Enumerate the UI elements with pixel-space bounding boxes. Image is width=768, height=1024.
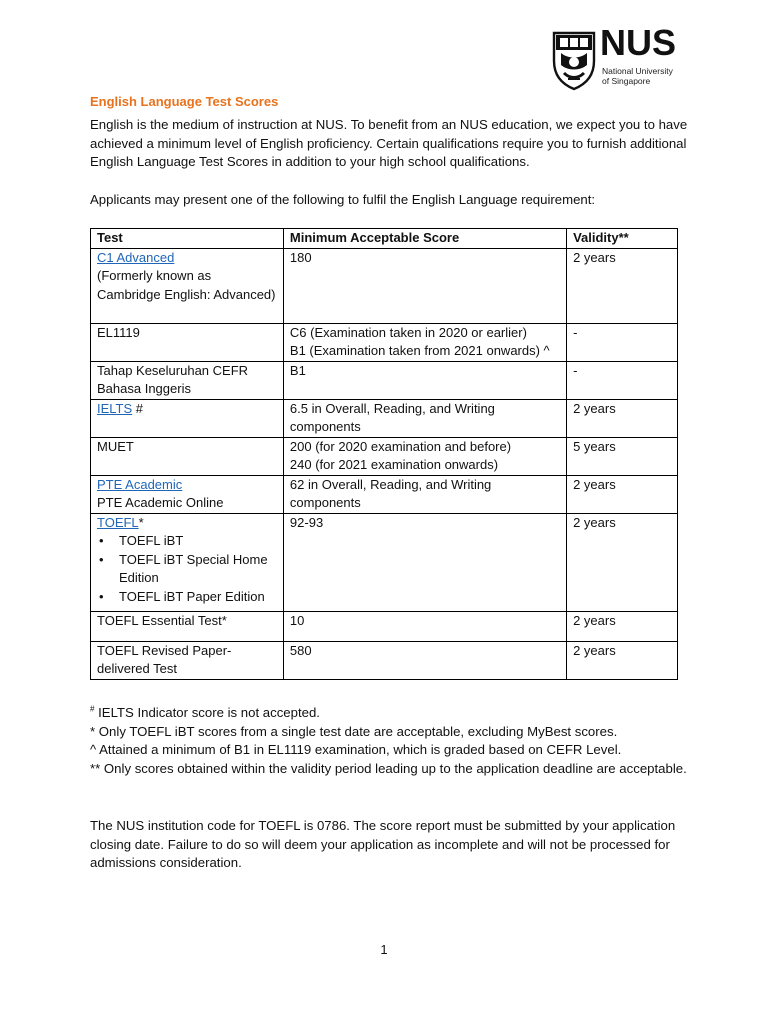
logo-subtitle: National University of Singapore xyxy=(602,66,673,86)
nus-crest-icon xyxy=(552,31,596,91)
intro-paragraph: English is the medium of instruction at NUS. To benefit from an NUS education, we expect you to have achieved a minimum level of English proficiency. Certain qualifications require you to furnish additional English Language Test Scores in addition to your high school qualifications. xyxy=(90,117,688,169)
nus-logo xyxy=(552,22,678,93)
list-item: • TOEFL iBT xyxy=(97,532,276,551)
cell-score: 180 xyxy=(283,248,566,323)
cell-validity: - xyxy=(567,361,678,399)
cell-score: C6 (Examination taken in 2020 or earlier) B1 (Examination taken from 2021 onwards) ^ xyxy=(283,323,566,361)
cell-test: TOEFL Revised Paper-delivered Test xyxy=(91,641,284,679)
c1-advanced-note: (Formerly known as Cambridge English: Advanced) xyxy=(97,268,276,302)
cell-validity: 2 years xyxy=(567,248,678,323)
cell-score: B1 xyxy=(283,361,566,399)
cell-validity: - xyxy=(567,323,678,361)
cell-score: 200 (for 2020 examination and before) 240 (for 2021 examination onwards) xyxy=(283,437,566,475)
footnotes xyxy=(90,704,690,778)
column-header-test: Test xyxy=(91,229,284,249)
cell-test: TOEFL Essential Test* xyxy=(91,611,284,641)
logo-wordmark: NUS xyxy=(600,22,677,63)
page-number: 1 xyxy=(380,942,388,957)
table-row xyxy=(91,248,678,323)
c1-advanced-link[interactable]: C1 Advanced xyxy=(97,249,175,265)
cell-validity: 2 years xyxy=(567,611,678,641)
list-item: • TOEFL iBT Special Home Edition xyxy=(97,551,276,588)
table-row xyxy=(91,513,678,611)
toefl-link[interactable]: TOEFL xyxy=(97,514,139,530)
cell-test xyxy=(91,248,284,323)
table-row xyxy=(91,475,678,513)
cell-test: IELTS # xyxy=(91,399,284,437)
table-row xyxy=(91,641,678,679)
cell-test: PTE Academic PTE Academic Online xyxy=(91,475,284,513)
cell-score: 580 xyxy=(283,641,566,679)
lead-paragraph: Applicants may present one of the following to fulfil the English Language requirement: xyxy=(90,192,596,207)
cell-validity: 5 years xyxy=(567,437,678,475)
table-row xyxy=(91,611,678,641)
column-header-score: Minimum Acceptable Score xyxy=(283,229,566,249)
cell-score: 10 xyxy=(283,611,566,641)
cell-validity: 2 years xyxy=(567,399,678,437)
cell-test: Tahap Keseluruhan CEFR Bahasa Inggeris xyxy=(91,361,284,399)
list-item: • TOEFL iBT Paper Edition xyxy=(97,588,276,607)
cell-score: 92-93 xyxy=(283,513,566,611)
toefl-variants-list xyxy=(97,532,276,606)
ielts-link[interactable]: IELTS xyxy=(97,400,133,416)
pte-academic-link[interactable]: PTE Academic xyxy=(97,476,183,492)
cell-test: EL1119 xyxy=(91,323,284,361)
footnote-ielts: # IELTS Indicator score is not accepted. xyxy=(90,704,320,720)
footnote-validity: ** Only scores obtained within the validity period leading up to the application deadline are acceptable. xyxy=(90,760,687,776)
table-row xyxy=(91,399,678,437)
cell-test: TOEFL* • TOEFL iBT • TOEFL iBT Special Home Edition • TOEFL iBT Paper Edition xyxy=(91,513,284,611)
cell-validity: 2 years xyxy=(567,475,678,513)
cell-validity: 2 years xyxy=(567,513,678,611)
closing-paragraph: The NUS institution code for TOEFL is 0786. The score report must be submitted by your application closing date. Failure to do so will deem your application as incomplete and will not be processed for admissions consideration. xyxy=(90,818,676,870)
english-test-scores-table xyxy=(90,228,678,680)
cell-score: 62 in Overall, Reading, and Writing components xyxy=(283,475,566,513)
table-row xyxy=(91,437,678,475)
table-row xyxy=(91,323,678,361)
footnote-toefl: * Only TOEFL iBT scores from a single test date are acceptable, excluding MyBest scores. xyxy=(90,723,618,739)
cell-test: MUET xyxy=(91,437,284,475)
cell-validity: 2 years xyxy=(567,641,678,679)
footnote-el1119: ^ Attained a minimum of B1 in EL1119 examination, which is graded based on CEFR Level. xyxy=(90,742,622,757)
table-row xyxy=(91,361,678,399)
column-header-validity: Validity** xyxy=(567,229,678,249)
section-heading: English Language Test Scores xyxy=(90,94,279,109)
cell-score: 6.5 in Overall, Reading, and Writing components xyxy=(283,399,566,437)
table-header-row xyxy=(91,229,678,249)
